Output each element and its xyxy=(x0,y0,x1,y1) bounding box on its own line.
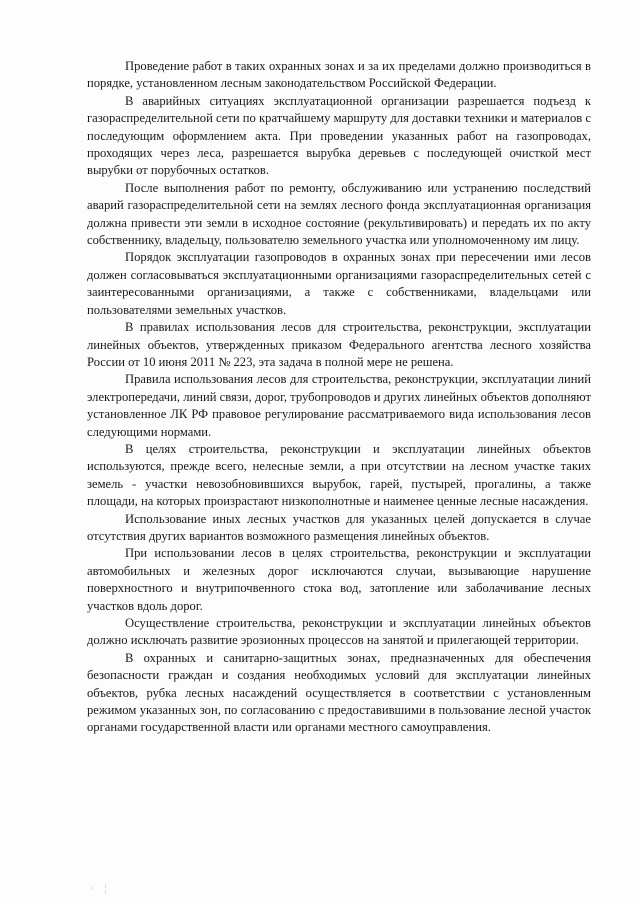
paragraph-2: В аварийных ситуациях эксплуатационной организации разрешается подъезд к газораспределительной сети по кратчайшему маршруту для доставки техники и материалов с последующим оформлением акта. При проведении указанных работ на газопроводах, проходящих через леса, разрешается вырубка деревьев с последующей очисткой мест вырубки от порубочных остатков. xyxy=(87,93,591,178)
paragraph-9: При использовании лесов в целях строительства, реконструкции и эксплуатации автомобильных и железных дорог исключаются случаи, вызывающие нарушение поверхностного и внутрипочвенного стока вод, затопление или заболачивание лесных участков вдоль дорог. xyxy=(87,546,591,613)
scan-specks: · ¦ xyxy=(90,884,107,893)
paragraph-6: Правила использования лесов для строительства, реконструкции, эксплуатации линий электропередачи, линий связи, дорог, трубопроводов и других линейных объектов дополняют установленное ЛК РФ правовое регулирование рассматриваемого вида использования лесов следующими нормами. xyxy=(87,372,591,439)
paragraph-4: Порядок эксплуатации газопроводов в охранных зонах при пересечении ими лесов должен согласовываться эксплуатационными организациями газораспределительных сетей с заинтересованными организациями, а также с собственниками, владельцами или пользователями земельных участков. xyxy=(87,250,591,317)
paragraph-3: После выполнения работ по ремонту, обслуживанию или устранению последствий аварий газораспределительной сети на землях лесного фонда эксплуатационная организация должна привести эти земли в исходное состояние (рекультивировать) и передать их по акту собственнику, владельцу, пользователю земельного участка или уполномоченному им лицу. xyxy=(87,180,591,248)
document-body xyxy=(87,58,591,737)
paragraph-11: В охранных и санитарно-защитных зонах, предназначенных для обеспечения безопасности граждан и создания необходимых условий для эксплуатации линейных объектов, рубка лесных насаждений осуществляется в соответствии с установленным режимом указанных зон, по согласованию с предоставившими в пользование лесной участок органами государственной власти или органами местного самоуправления. xyxy=(87,650,591,735)
paragraph-8: Использование иных лесных участков для указанных целей допускается в случае отсутствия других вариантов возможного размещения линейных объектов. xyxy=(87,511,591,543)
paragraph-1: Проведение работ в таких охранных зонах и за их пределами должно производиться в порядке, установленном лесным законодательством Российской Федерации. xyxy=(87,59,591,91)
paragraph-5: В правилах использования лесов для строительства, реконструкции, эксплуатации линейных объектов, утвержденных приказом Федерального агентства лесного хозяйства России от 10 июня 2011 № 223, эта задача в полной мере не решена. xyxy=(87,320,591,369)
paragraph-7: В целях строительства, реконструкции и эксплуатации линейных объектов используются, прежде всего, нелесные земли, а при отсутствии на лесном участке таких земель - участки невозобновившихся вырубок, гарей, пустырей, прогалины, а также площади, на которых произрастают низкополнотные и наименее ценные лесные насаждения. xyxy=(87,441,591,509)
paragraph-10: Осуществление строительства, реконструкции и эксплуатации линейных объектов должно исключать развитие эрозионных процессов на занятой и прилегающей территории. xyxy=(87,616,591,648)
